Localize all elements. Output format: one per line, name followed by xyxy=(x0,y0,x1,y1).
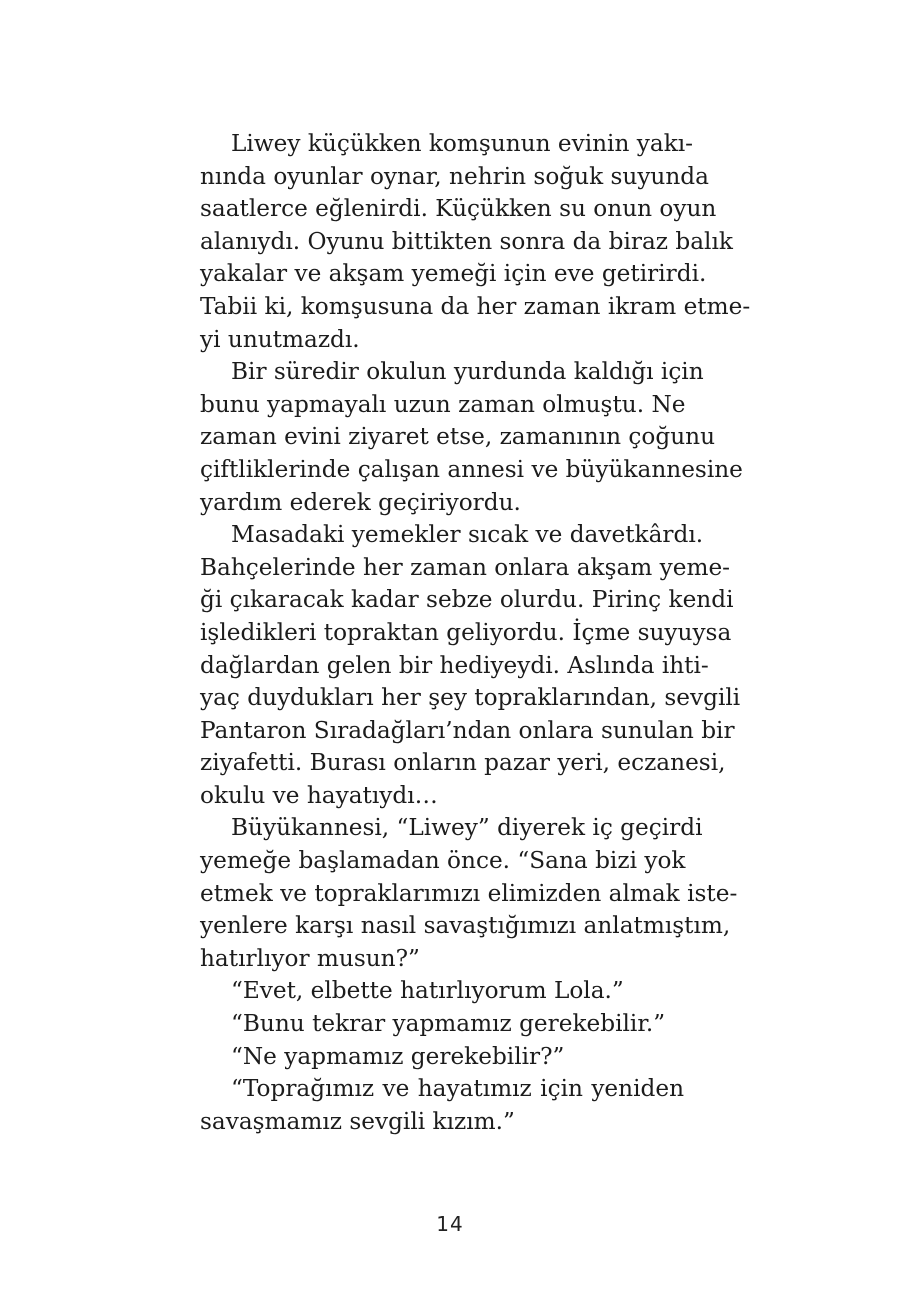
text-line: yaç duydukları her şey topraklarından, sevgili xyxy=(200,684,741,712)
text-line: yi unutmazdı. xyxy=(200,325,360,353)
dialogue-line xyxy=(200,1073,684,1138)
body-text xyxy=(200,128,751,1138)
text-line: ziyafetti. Burası onların pazar yeri, eczanesi, xyxy=(200,749,726,777)
text-line: Bir süredir okulun yurdunda kaldığı için xyxy=(231,358,704,386)
text-line: Masadaki yemekler sıcak ve davetkârdı. xyxy=(231,521,704,549)
text-line: Büyükannesi, “Liwey” diyerek iç geçirdi xyxy=(231,814,703,842)
text-line: yenlere karşı nasıl savaştığımızı anlatmıştım, xyxy=(200,912,731,940)
text-line: okulu ve hayatıydı… xyxy=(200,781,438,809)
paragraph xyxy=(200,519,741,812)
text-line: saatlerce eğlenirdi. Küçükken su onun oyun xyxy=(200,195,717,223)
text-line: çiftliklerinde çalışan annesi ve büyükannesine xyxy=(200,455,743,483)
text-line: savaşmamız sevgili kızım.” xyxy=(200,1107,515,1135)
text-line: “Toprağımız ve hayatımız için yeniden xyxy=(231,1075,684,1103)
text-line: nında oyunlar oynar, nehrin soğuk suyunda xyxy=(200,162,709,190)
text-line: alanıydı. Oyunu bittikten sonra da biraz balık xyxy=(200,227,733,255)
text-line: “Ne yapmamız gerekebilir?” xyxy=(231,1042,565,1070)
text-line: yemeğe başlamadan önce. “Sana bizi yok xyxy=(200,847,686,875)
page-number: 14 xyxy=(436,1212,464,1236)
text-line: yakalar ve akşam yemeği için eve getirirdi. xyxy=(200,260,707,288)
dialogue-line xyxy=(200,1041,684,1074)
paragraph xyxy=(200,128,751,356)
text-line: Pantaron Sıradağları’ndan onlara sunulan bir xyxy=(200,716,735,744)
text-line: Liwey küçükken komşunun evinin yakı- xyxy=(231,130,694,157)
dialogue-line xyxy=(200,1008,684,1041)
text-line: etmek ve topraklarımızı elimizden almak iste- xyxy=(200,879,738,907)
text-line: bunu yapmayalı uzun zaman olmuştu. Ne xyxy=(200,390,686,418)
text-line: “Evet, elbette hatırlıyorum Lola.” xyxy=(231,977,624,1005)
text-line: Bahçelerinde her zaman onlara akşam yeme- xyxy=(200,553,731,581)
paragraph xyxy=(200,356,743,519)
text-line: yardım ederek geçiriyordu. xyxy=(200,488,521,516)
text-line: işledikleri topraktan geliyordu. İçme suyuysa xyxy=(200,618,732,646)
text-line: ği çıkaracak kadar sebze olurdu. Pirinç kendi xyxy=(200,586,734,614)
dialogue-line xyxy=(200,975,684,1008)
text-line: “Bunu tekrar yapmamız gerekebilir.” xyxy=(231,1010,666,1038)
text-line: dağlardan gelen bir hediyeydi. Aslında ihti- xyxy=(200,651,709,679)
text-line: hatırlıyor musun?” xyxy=(200,944,420,972)
paragraph xyxy=(200,812,738,975)
text-line: Tabii ki, komşusuna da her zaman ikram etme- xyxy=(200,292,751,320)
text-line: zaman evini ziyaret etse, zamanının çoğunu xyxy=(200,423,716,451)
